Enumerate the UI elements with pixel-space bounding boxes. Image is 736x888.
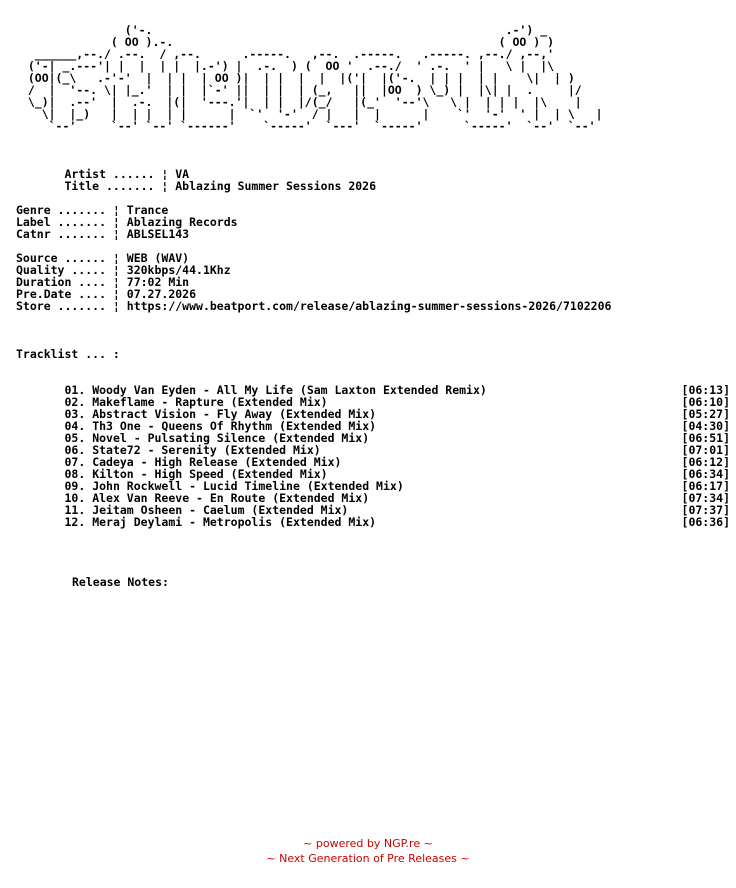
genre-label: Genre ....... ¦ (16, 203, 127, 217)
title-row (16, 180, 611, 192)
track-title: Novel - Pulsating Silence (Extended Mix) (92, 431, 370, 445)
track-number: 03. (64, 407, 86, 421)
track-number: 12. (64, 515, 86, 529)
track-number: 09. (64, 479, 86, 493)
track-duration: [07:34] (681, 491, 730, 505)
track-number: 07. (64, 455, 86, 469)
title-label: Title ....... ¦ (64, 179, 176, 193)
artist-value: VA (175, 167, 190, 181)
footer-tagline: ~ Next Generation of Pre Releases ~ (266, 852, 470, 865)
track-title: Meraj Deylami - Metropolis (Extended Mix) (92, 515, 377, 529)
track-duration: [05:27] (681, 407, 730, 421)
track-title: Makeflame - Rapture (Extended Mix) (92, 395, 328, 409)
quality-value: 320kbps/44.1Khz (126, 263, 231, 277)
duration-label: Duration .... ¦ (16, 275, 127, 289)
track-title: Kilton - High Speed (Extended Mix) (92, 467, 328, 481)
ascii-logo: ('-. .-') _ ( OO ).-. ( OO ) ) ______,--./ .--. / ,--. .-----. ,--. .-----. .-----. ,--./ ,--,' ('-| _.---'| | | | | |.-') | .-. ) ( OO ' .--./ ' .-. ' | \ | |\ (OO|(_\ .-'-' | | | | OO )| | | | | |('| |('-. | | | | | \| | ) / | '--. \| |_.' | | |`-' || | | | (_, || |OO ) \_) | |\| | . |/ \_)| .--' | .-. |(| '---.'| | | |/(_/ |(_' '--'\ \ | | | | |\ | \| |_) | | | | | | `' '-' / | | | | `' '-' ' | | \ | `--' `--' `--' `------' `-----' `---' `-----' `-----' `--' `--' (27, 23, 603, 133)
track-title: Woody Van Eyden - All My Life (Sam Laxton Extended Remix) (92, 383, 487, 397)
track-number: 06. (64, 443, 86, 457)
track-title: Th3 One - Queens Of Rhythm (Extended Mix) (92, 419, 377, 433)
duration-value: 77:02 Min (126, 275, 190, 289)
track-duration: [06:12] (681, 455, 730, 469)
label-value: Ablazing Records (126, 215, 238, 229)
track-number: 04. (64, 419, 86, 433)
label-label: Label ....... ¦ (16, 215, 127, 229)
release-info (16, 168, 611, 360)
track-duration: [07:37] (681, 503, 730, 517)
catnr-row (16, 228, 611, 240)
source-value: WEB (WAV) (126, 251, 190, 265)
track-duration: [06:51] (681, 431, 730, 445)
track-number: 01. (64, 383, 86, 397)
catnr-value: ABLSEL143 (126, 227, 190, 241)
quality-label: Quality ..... ¦ (16, 263, 127, 277)
tracklist (16, 384, 730, 528)
track-title: Alex Van Reeve - En Route (Extended Mix) (92, 491, 370, 505)
track-duration: [07:01] (681, 443, 730, 457)
track-title: State72 - Serenity (Extended Mix) (92, 443, 321, 457)
track-number: 05. (64, 431, 86, 445)
artist-label: Artist ...... ¦ (64, 167, 176, 181)
store-row (16, 300, 611, 312)
store-label: Store ....... ¦ (16, 299, 127, 313)
track-duration: [06:13] (681, 383, 730, 397)
release-notes-label: Release Notes: (72, 575, 169, 589)
predate-value: 07.27.2026 (126, 287, 197, 301)
track-number: 10. (64, 491, 86, 505)
tracklist-heading: Tracklist ... : (16, 347, 120, 361)
track-duration: [06:34] (681, 467, 730, 481)
title-value: Ablazing Summer Sessions 2026 (175, 179, 377, 193)
track-number: 11. (64, 503, 86, 517)
track-number: 02. (64, 395, 86, 409)
footer-powered-by: ~ powered by NGP.re ~ (303, 837, 433, 850)
track-title: Abstract Vision - Fly Away (Extended Mix) (92, 407, 377, 421)
track-title: Cadeya - High Release (Extended Mix) (92, 455, 342, 469)
source-label: Source ...... ¦ (16, 251, 127, 265)
footer (0, 836, 736, 866)
track-number: 08. (64, 467, 86, 481)
track-duration: [04:30] (681, 419, 730, 433)
track-duration: [06:36] (681, 515, 730, 529)
track-duration: [06:17] (681, 479, 730, 493)
track-title: John Rockwell - Lucid Timeline (Extended Mix) (92, 479, 404, 493)
store-link[interactable]: https://www.beatport.com/release/ablazing-summer-sessions-2026/7102206 (126, 299, 612, 313)
catnr-label: Catnr ....... ¦ (16, 227, 127, 241)
predate-label: Pre.Date .... ¦ (16, 287, 127, 301)
track-title: Jeitam Osheen - Caelum (Extended Mix) (92, 503, 349, 517)
genre-value: Trance (126, 203, 169, 217)
track-duration: [06:10] (681, 395, 730, 409)
track-row (16, 516, 730, 528)
